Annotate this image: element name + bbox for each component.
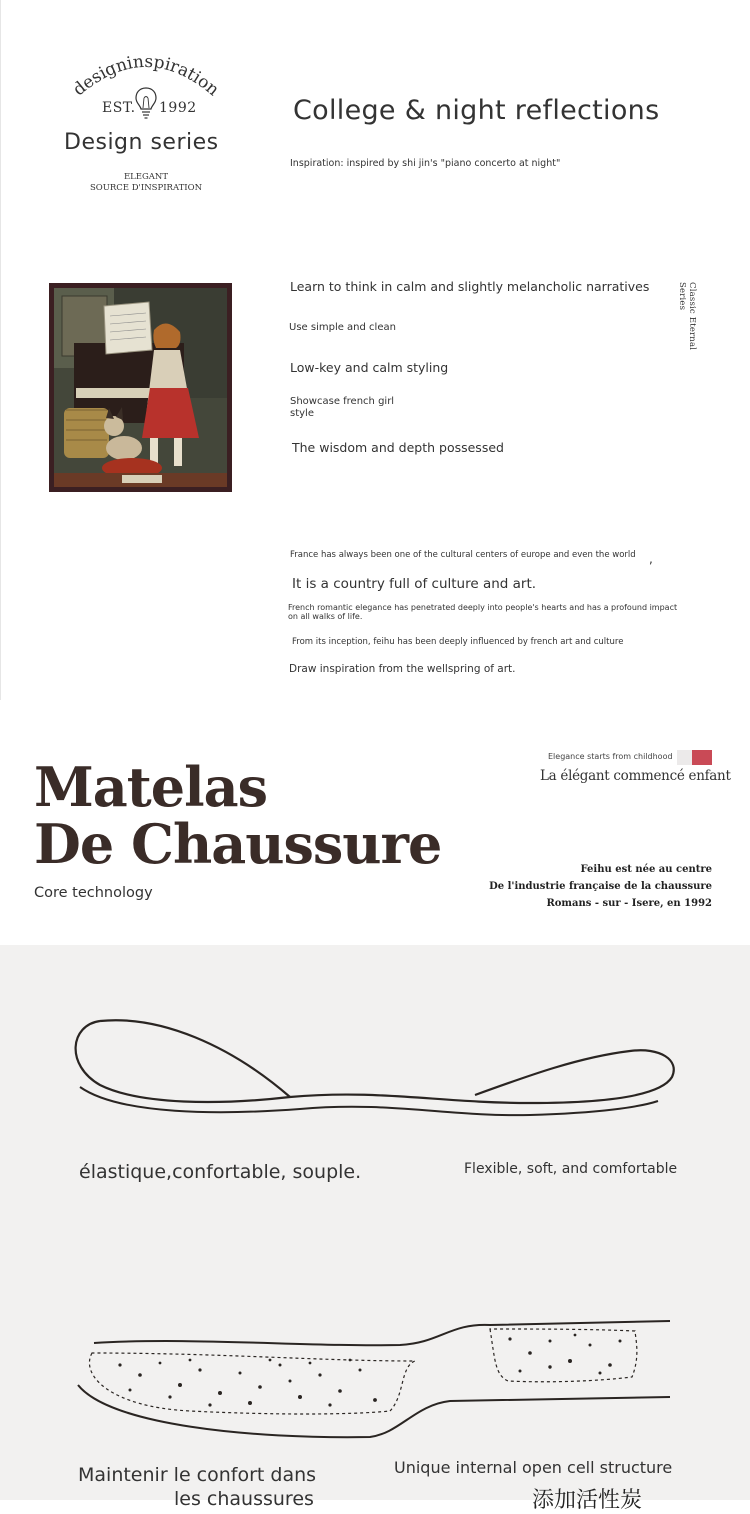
insole-cell-structure-illustration — [70, 1315, 680, 1455]
svg-text:designinspiration: designinspiration — [69, 51, 223, 101]
caption-maintenir — [78, 1463, 316, 1511]
caption-elastique: élastique,confortable, souple. — [79, 1161, 362, 1183]
design-series-label: Design series — [64, 130, 219, 155]
brand-year: 1992 — [159, 100, 197, 116]
brand-logo — [61, 48, 231, 208]
fr-line-2: De l'industrie française de la chaussure — [489, 881, 712, 892]
story-line-5: Draw inspiration from the wellspring of art. — [289, 663, 516, 675]
feature-item-3: Low-key and calm styling — [290, 360, 449, 375]
color-swatch-light — [677, 750, 692, 765]
tech-title-line-1: Matelas — [34, 755, 267, 819]
painting-image — [49, 283, 232, 492]
lightbulb-icon — [134, 86, 158, 120]
insole-section — [0, 945, 750, 1513]
painting-illustration — [54, 288, 227, 487]
feature-item-1: Learn to think in calm and slightly melancholic narratives — [290, 279, 650, 294]
inspiration-text: Inspiration: inspired by shi jin's "piano concerto at night" — [290, 158, 561, 169]
core-technology-label: Core technology — [34, 885, 153, 901]
brand-source: SOURCE D'INSPIRATION — [89, 183, 203, 193]
story-line-2: It is a country full of culture and art. — [292, 576, 537, 592]
story-comma: , — [649, 552, 653, 566]
story-line-1: France has always been one of the cultural centers of europe and even the world — [290, 550, 636, 560]
brand-est: EST. — [102, 100, 136, 116]
feature-item-4: Showcase french girl style — [290, 396, 395, 419]
caption-maintenir-line-2: les chaussures — [174, 1488, 314, 1510]
caption-charcoal-cn: 添加活性炭 — [532, 1488, 643, 1513]
page-title: College & night reflections — [293, 95, 660, 126]
story-line-4: From its inception, feihu has been deeply influenced by french art and culture — [292, 637, 624, 647]
inspiration-section — [0, 0, 750, 700]
tagline-en: Elegance starts from childhood — [548, 752, 673, 761]
caption-flexible: Flexible, soft, and comfortable — [464, 1161, 678, 1177]
tech-section — [0, 700, 750, 945]
tech-title-line-2: De Chaussure — [34, 812, 442, 876]
brand-elegant: ELEGANT — [123, 172, 169, 182]
feature-item-2: Use simple and clean — [289, 322, 396, 333]
tagline-fr: La élégant commencé enfant — [540, 768, 731, 784]
fr-line-3: Romans - sur - Isere, en 1992 — [546, 898, 712, 909]
fr-line-1: Feihu est née au centre — [580, 864, 712, 875]
caption-maintenir-line-1: Maintenir le confort dans — [78, 1464, 317, 1486]
feature-item-5: The wisdom and depth possessed — [292, 440, 504, 455]
color-swatch-red — [692, 750, 712, 765]
vertical-series-label: Classic Eternal Series — [677, 282, 697, 351]
caption-open-cell: Unique internal open cell structure — [394, 1458, 673, 1477]
insole-side-illustration — [60, 1005, 690, 1135]
story-line-3: French romantic elegance has penetrated deeply into people's hearts and has a profound impact on all walks of life. — [288, 603, 678, 621]
